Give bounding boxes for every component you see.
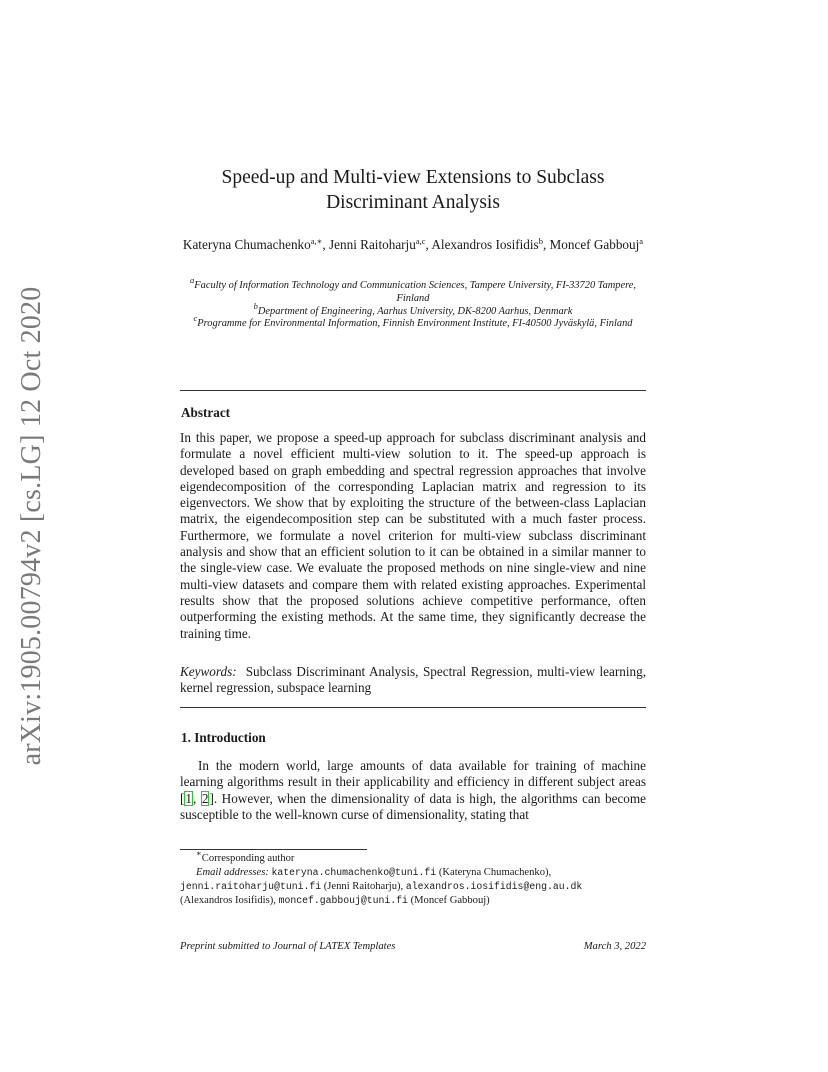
author-1-affil: a,∗ [310,236,323,246]
abstract-body: In this paper, we propose a speed-up approach for subclass discriminant analysis and formulate a novel efficient multi-view solution to it. The speed-up approach is developed based on graph embedding and spectral regression approaches that involve eigendecomposition of the corresponding Laplacian matrix and regression to its eigenvectors. We show that by exploiting the structure of the between-class Laplacian matrix, the eigendecomposition step can be substituted with a much faster process. Furthermore, we formulate a novel criterion for multi-view subclass discriminant analysis and show that an efficient solution to it can be obtained in a similar manner to the single-view case. We evaluate the proposed methods on nine single-view and nine multi-view datasets and compare them with related existing approaches. Experimental results show that the proposed solutions achieve competitive performance, often outperforming the existing methods. At the same time, they significantly decrease the training time. [180,430,646,641]
preprint-date: March 3, 2022 [583,941,646,952]
author-1: Kateryna Chumachenko [182,237,311,252]
paper-title [180,165,646,215]
affiliation-a: $^a$Faculty of Information Technology and Communication Sciences, Tampere University, FI-33720 Tampere, Finland [190,275,636,304]
email-line-3: (Alexandros Iosifidis), moncef.gabbouj@tuni.fi (Moncef Gabbouj) [180,895,490,906]
corresponding-author-note: ∗Corresponding author [196,848,295,864]
author-4: Moncef Gabbouj [549,237,640,252]
author-2-affil: a,c [415,236,426,246]
affiliation-c: $^c$Programme for Environmental Information, Finnish Environment Institute, FI-40500 Jyväskylä, Finland [193,313,633,330]
footnote-rule [180,849,367,850]
footnotes [180,848,646,908]
author-2: Jenni Raitoharju [329,237,416,252]
preprint-note: Preprint submitted to Journal of LATEX Templates [180,941,396,952]
arxiv-identifier: arXiv:1905.00794v2 [cs.LG] 12 Oct 2020 [16,286,47,766]
affiliation-b: $^b$Department of Engineering, Aarhus University, DK-8200 Aarhus, Denmark [253,300,573,317]
keywords [180,664,646,697]
keywords-list: Subclass Discriminant Analysis, Spectral Regression, multi-view learning, kernel regression, subspace learning [180,664,646,696]
keywords-label: Keywords: [180,664,237,679]
title-line-1: Speed-up and Multi-view Extensions to Subclass [221,167,605,188]
email-line-2: jenni.raitoharju@tuni.fi (Jenni Raitoharju), alexandros.iosifidis@eng.au.dk [180,881,583,892]
affiliations [180,275,646,331]
introduction-heading: 1. Introduction [181,730,266,745]
email-line-1: Email addresses: kateryna.chumachenko@tuni.fi (Kateryna Chumachenko), [196,867,552,878]
email-2[interactable]: jenni.raitoharju@tuni.fi [180,881,322,892]
introduction-body: In the modern world, large amounts of data available for training of machine learning algorithms result in their applicability and efficiency in different subject areas [1, 2]. However, when the dimensionality of data is high, the algorithms can become susceptible to the well-known curse of dimensionality, stating that [180,758,647,822]
citation-2-link[interactable]: 2 [201,790,209,806]
author-3-affil: b [538,236,543,246]
title-line-2: Discriminant Analysis [326,192,500,213]
preprint-footer [180,941,646,952]
email-4[interactable]: moncef.gabbouj@tuni.fi [278,895,408,906]
email-3[interactable]: alexandros.iosifidis@eng.au.dk [405,881,583,892]
author-3: Alexandros Iosifidis [431,237,539,252]
author-list: Kateryna Chumachenko$^{a,∗}$, Jenni Raitoharju$^{a,c}$, Alexandros Iosifidis$^b$, Moncef Gabbouj$^a$ [182,236,644,252]
abstract-heading: Abstract [181,405,231,420]
author-4-affil: a [639,236,644,246]
abstract-top-rule [180,390,646,391]
abstract-bottom-rule [180,707,646,708]
citation-1-link[interactable]: 1 [185,790,192,806]
email-1[interactable]: kateryna.chumachenko@tuni.fi [271,867,437,878]
